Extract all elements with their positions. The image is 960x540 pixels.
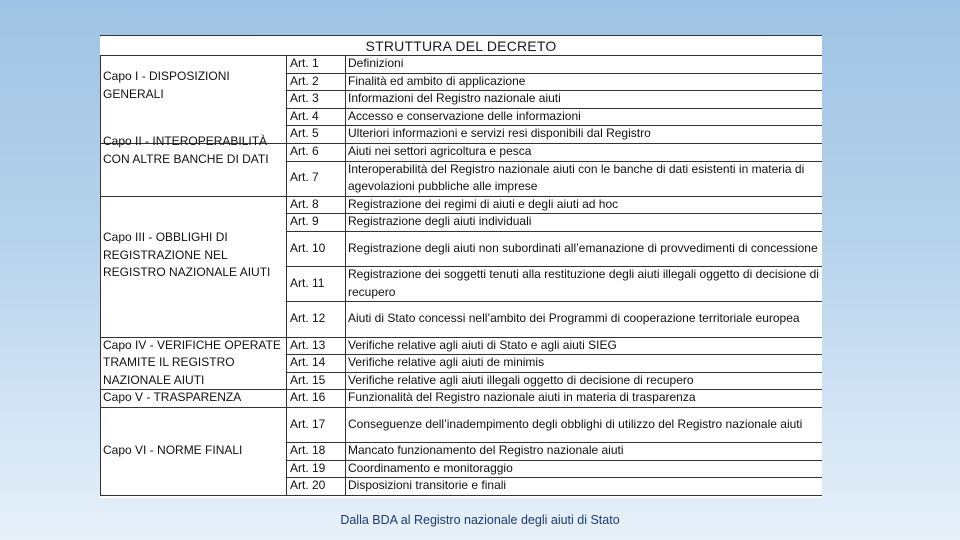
article-number: Art. 6 <box>290 144 319 158</box>
article-description: Verifiche relative agli aiuti illegali oggetto di decisione di recupero <box>348 372 694 387</box>
article-number: Art. 7 <box>290 170 319 185</box>
article-description: Aiuti di Stato concessi nell’ambito dei Programmi di cooperazione territoriale europea <box>348 311 800 326</box>
article-number: Art. 17 <box>290 416 326 431</box>
column-divider <box>345 55 346 495</box>
row-divider <box>286 73 822 74</box>
article-description: Verifiche relative agli aiuti di Stato e agli aiuti SIEG <box>348 337 617 352</box>
article-number: Art. 12 <box>290 311 326 326</box>
article-number: Art. 11 <box>290 275 325 290</box>
row-divider <box>286 125 822 126</box>
group-divider <box>100 407 286 408</box>
article-description: Funzionalità del Registro nazionale aiuti in materia di trasparenza <box>348 390 696 405</box>
article-number: Art. 5 <box>290 126 319 141</box>
article-number: Art. 8 <box>290 196 319 211</box>
article-number: Art. 20 <box>290 478 326 493</box>
group-divider <box>100 196 286 197</box>
article-description: Disposizioni transitorie e finali <box>348 478 507 493</box>
row-divider <box>286 495 822 496</box>
table-title: STRUTTURA DEL DECRETO <box>365 38 557 54</box>
article-number: Art. 14 <box>290 355 326 370</box>
title-border <box>100 35 822 36</box>
article-description: Aiuti nei settori agricoltura e pesca <box>348 144 532 158</box>
column-divider <box>100 55 101 495</box>
article-description: Conseguenze dell’inadempimento degli obblighi di utilizzo del Registro nazionale aiuti <box>348 416 803 431</box>
article-number: Art. 16 <box>290 390 326 405</box>
article-number: Art. 15 <box>290 372 326 387</box>
row-divider <box>286 407 822 408</box>
decree-structure-table <box>100 35 822 498</box>
row-divider <box>286 372 822 373</box>
article-description: Registrazione dei soggetti tenuti alla restituzione degli aiuti illegali oggetto di decisione di recupero <box>348 267 819 299</box>
chapter-label: Capo IV - VERIFICHE OPERATE TRAMITE IL REGISTRO NAZIONALE AIUTI <box>103 337 281 387</box>
group-divider <box>100 55 286 56</box>
chapter-label: Capo II - INTEROPERABILITÀ CON ALTRE BANCHE DI DATI <box>103 134 269 166</box>
article-description: Registrazione degli aiuti non subordinati all’emanazione di provvedimenti di concessione <box>348 240 818 255</box>
row-divider <box>286 231 822 232</box>
article-description: Accesso e conservazione delle informazioni <box>348 108 581 123</box>
article-number: Art. 2 <box>290 73 319 88</box>
group-divider <box>100 495 286 496</box>
row-divider <box>286 266 822 267</box>
row-divider <box>286 196 822 197</box>
article-number: Art. 1 <box>290 56 319 70</box>
row-divider <box>286 354 822 355</box>
row-divider <box>286 460 822 461</box>
article-description: Mancato funzionamento del Registro nazionale aiuti <box>348 443 624 458</box>
chapter-label: Capo III - OBBLIGHI DI REGISTRAZIONE NEL REGISTRO NAZIONALE AIUTI <box>103 230 271 280</box>
row-divider <box>286 90 822 91</box>
article-number: Art. 4 <box>290 108 319 123</box>
article-number: Art. 9 <box>290 214 319 229</box>
chapter-label: Capo I - DISPOSIZIONI GENERALI <box>103 69 230 101</box>
row-divider <box>286 161 822 162</box>
article-description: Registrazione dei regimi di aiuti e degli aiuti ad hoc <box>348 196 619 211</box>
article-number: Art. 18 <box>290 443 326 458</box>
row-divider <box>286 213 822 214</box>
chapter-label: Capo V - TRASPARENZA <box>103 390 242 405</box>
article-number: Art. 13 <box>290 337 326 352</box>
row-divider <box>286 337 822 338</box>
footer-caption: Dalla BDA al Registro nazionale degli aiuti di Stato <box>340 513 620 527</box>
row-divider <box>286 442 822 443</box>
row-divider <box>286 477 822 478</box>
row-divider <box>286 143 822 144</box>
article-description: Registrazione degli aiuti individuali <box>348 214 532 229</box>
chapter-label: Capo VI - NORME FINALI <box>103 443 243 458</box>
article-description: Coordinamento e monitoraggio <box>348 460 513 475</box>
article-number: Art. 10 <box>290 240 326 255</box>
article-description: Interoperabilità del Registro nazionale aiuti con le banche di dati esistenti in materia di agevolazioni pubbliche alle imprese <box>348 161 805 194</box>
row-divider <box>286 301 822 302</box>
article-description: Definizioni <box>348 56 404 70</box>
article-description: Finalità ed ambito di applicazione <box>348 73 526 88</box>
row-divider <box>286 108 822 109</box>
article-description: Informazioni del Registro nazionale aiuti <box>348 91 561 106</box>
article-description: Ulteriori informazioni e servizi resi disponibili dal Registro <box>348 126 651 141</box>
article-number: Art. 19 <box>290 460 326 475</box>
column-divider <box>286 55 287 495</box>
row-divider <box>286 389 822 390</box>
article-number: Art. 3 <box>290 91 319 106</box>
row-divider <box>286 55 822 56</box>
article-description: Verifiche relative agli aiuti de minimis <box>348 355 545 370</box>
